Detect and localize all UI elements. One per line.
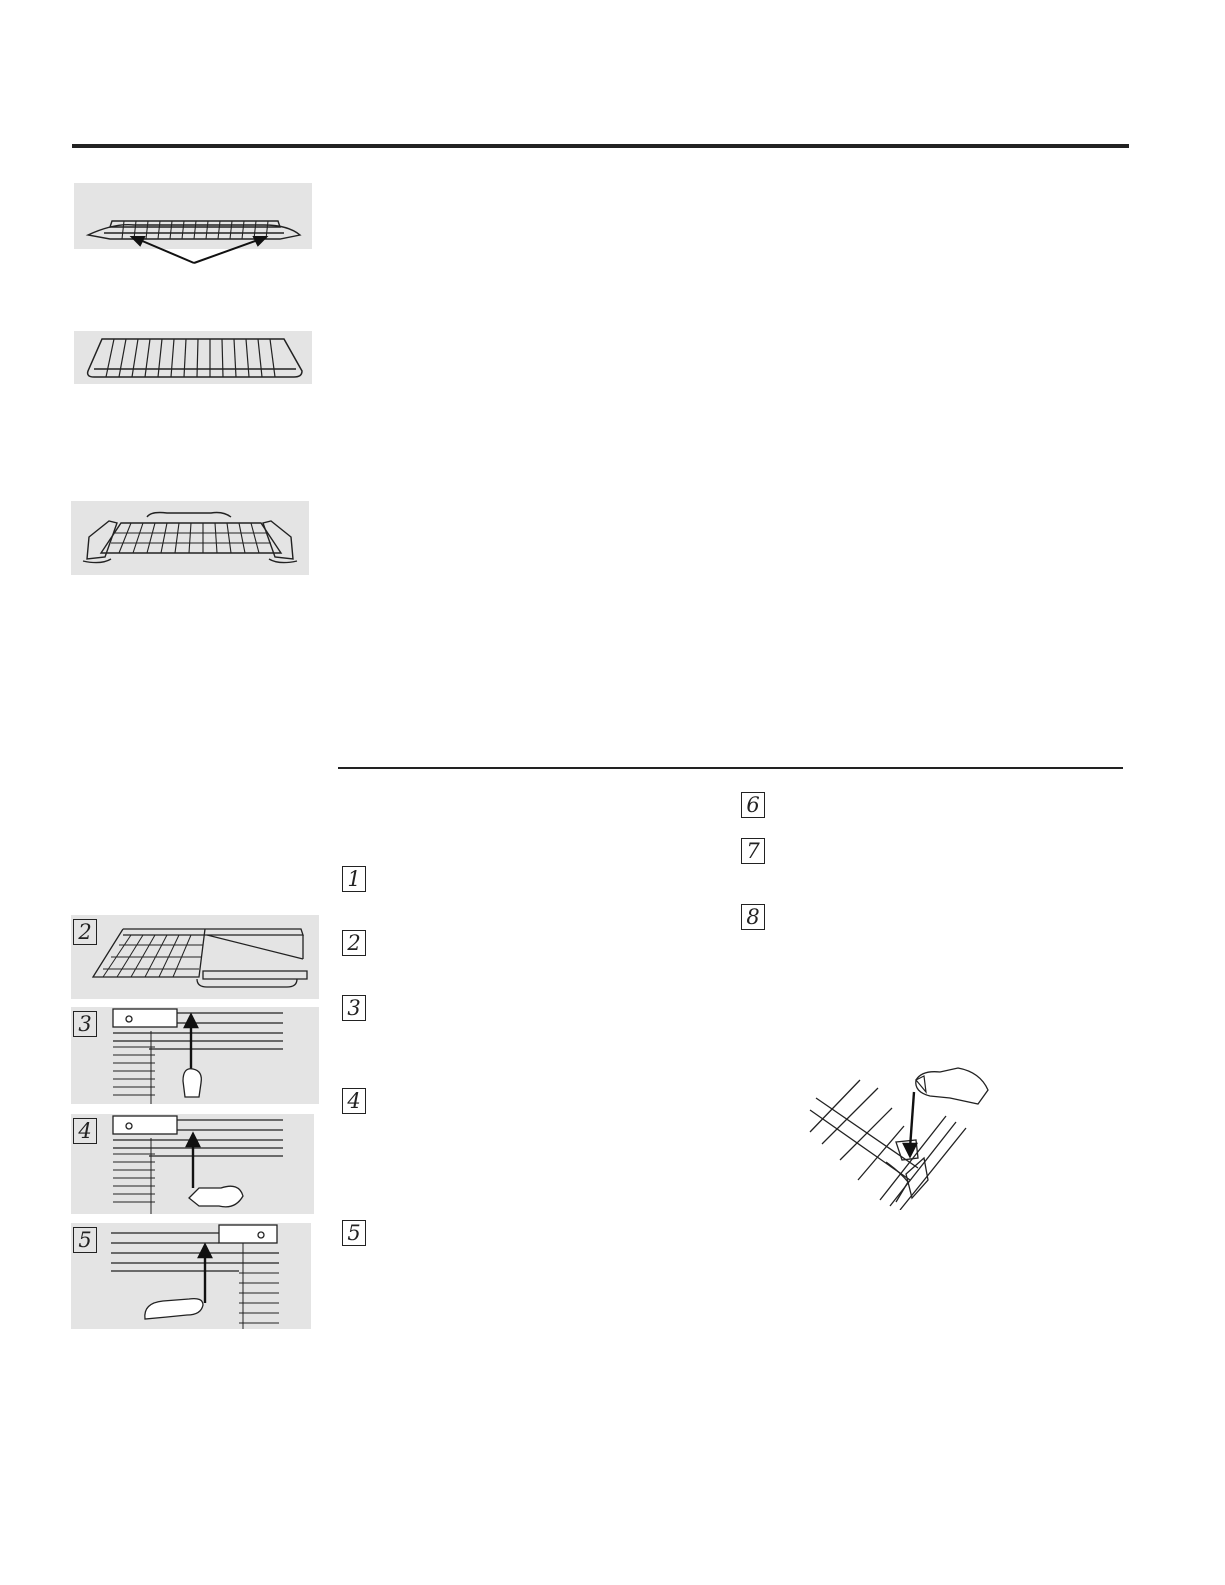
step-number: 3 — [342, 995, 366, 1021]
step-number: 6 — [741, 792, 765, 818]
step-number: 4 — [342, 1088, 366, 1114]
step-5-illustration — [71, 1223, 311, 1329]
step-number: 5 — [342, 1220, 366, 1246]
step-number: 3 — [73, 1011, 97, 1037]
oven-rack-stops-icon — [74, 183, 312, 269]
step-number: 7 — [741, 838, 765, 864]
lubricant-apply-icon — [71, 1223, 311, 1329]
finger-lift-icon — [71, 1007, 319, 1104]
flat-rack-figure — [74, 331, 312, 384]
step-3-illustration — [71, 1007, 319, 1104]
rack-slide-icon — [71, 915, 319, 999]
step-2-illustration — [71, 915, 319, 999]
step-number: 8 — [741, 904, 765, 930]
step-number: 2 — [73, 919, 97, 945]
flat-oven-rack-icon — [74, 331, 312, 384]
step-4-illustration — [71, 1114, 314, 1214]
extension-rack-figure — [71, 501, 309, 575]
lubricant-on-slide-icon — [800, 1062, 1000, 1210]
header-rule — [72, 144, 1129, 148]
step-number: 2 — [342, 930, 366, 956]
section-rule — [338, 767, 1123, 769]
step-number: 4 — [73, 1118, 97, 1144]
lubricant-apply-icon — [71, 1114, 314, 1214]
rack-stops-figure — [74, 183, 312, 249]
step-number: 5 — [73, 1227, 97, 1253]
step-number: 1 — [342, 866, 366, 892]
extension-rack-icon — [71, 501, 309, 575]
